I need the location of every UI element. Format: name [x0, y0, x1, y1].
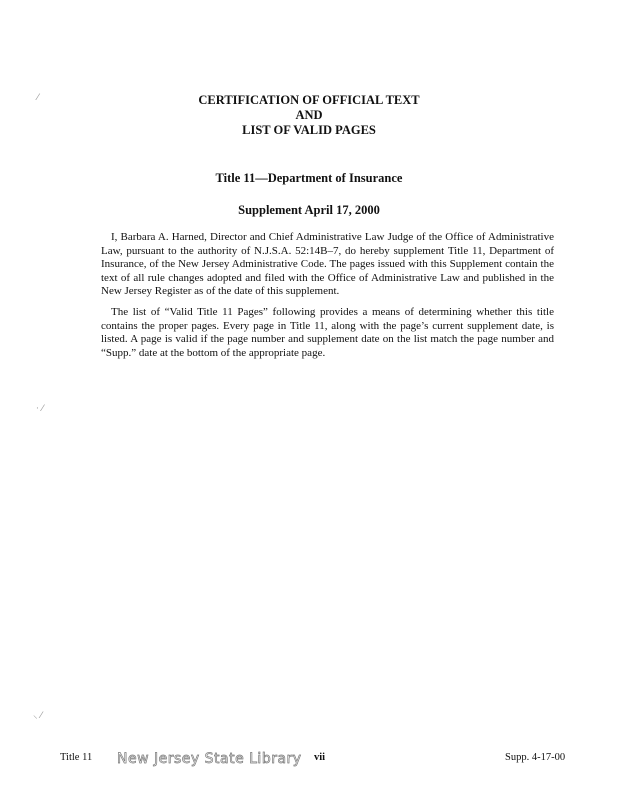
heading-conjunction: AND — [295, 108, 323, 122]
title-heading: Title 11—Department of Insurance — [215, 171, 403, 185]
certification-paragraph: I, Barbara A. Harned, Director and Chief Administrative Law Judge of the Office of Administrative Law, pursuant to the authority of N.J.S.A. 52:14B–7, do hereby supplement Title 11, Department of Insurance, of the New Jersey Administrative Code. The pages issued with this Supplement contain the text of all rule changes adopted and filed with the Office of Administrative Law and published in the New Jersey Register as of the date of this supplement. — [101, 231, 554, 298]
library-watermark: New Jersey State Library — [117, 751, 302, 767]
scan-mark: ⁄ — [37, 93, 39, 103]
certification-heading: CERTIFICATION OF OFFICIAL TEXT — [198, 93, 420, 107]
supplement-heading: Supplement April 17, 2000 — [238, 203, 380, 217]
supplement-date: Supp. 4-17-00 — [505, 752, 566, 763]
scan-mark: ⸜ ⁄ — [33, 711, 42, 721]
page-number: vii — [314, 752, 326, 763]
valid-pages-heading: LIST OF VALID PAGES — [242, 123, 376, 137]
valid-pages-paragraph: The list of “Valid Title 11 Pages” following provides a means of determining whether this title contains the proper pages. Every page in Title 11, along with the page’s current supplement date, is listed. A page is valid if the page number and supplement date on the list match the page number and “Supp.” date at the bottom of the appropriate page. — [101, 306, 554, 359]
footer-title: Title 11 — [60, 752, 93, 763]
scan-mark: · ⁄ — [36, 404, 44, 414]
